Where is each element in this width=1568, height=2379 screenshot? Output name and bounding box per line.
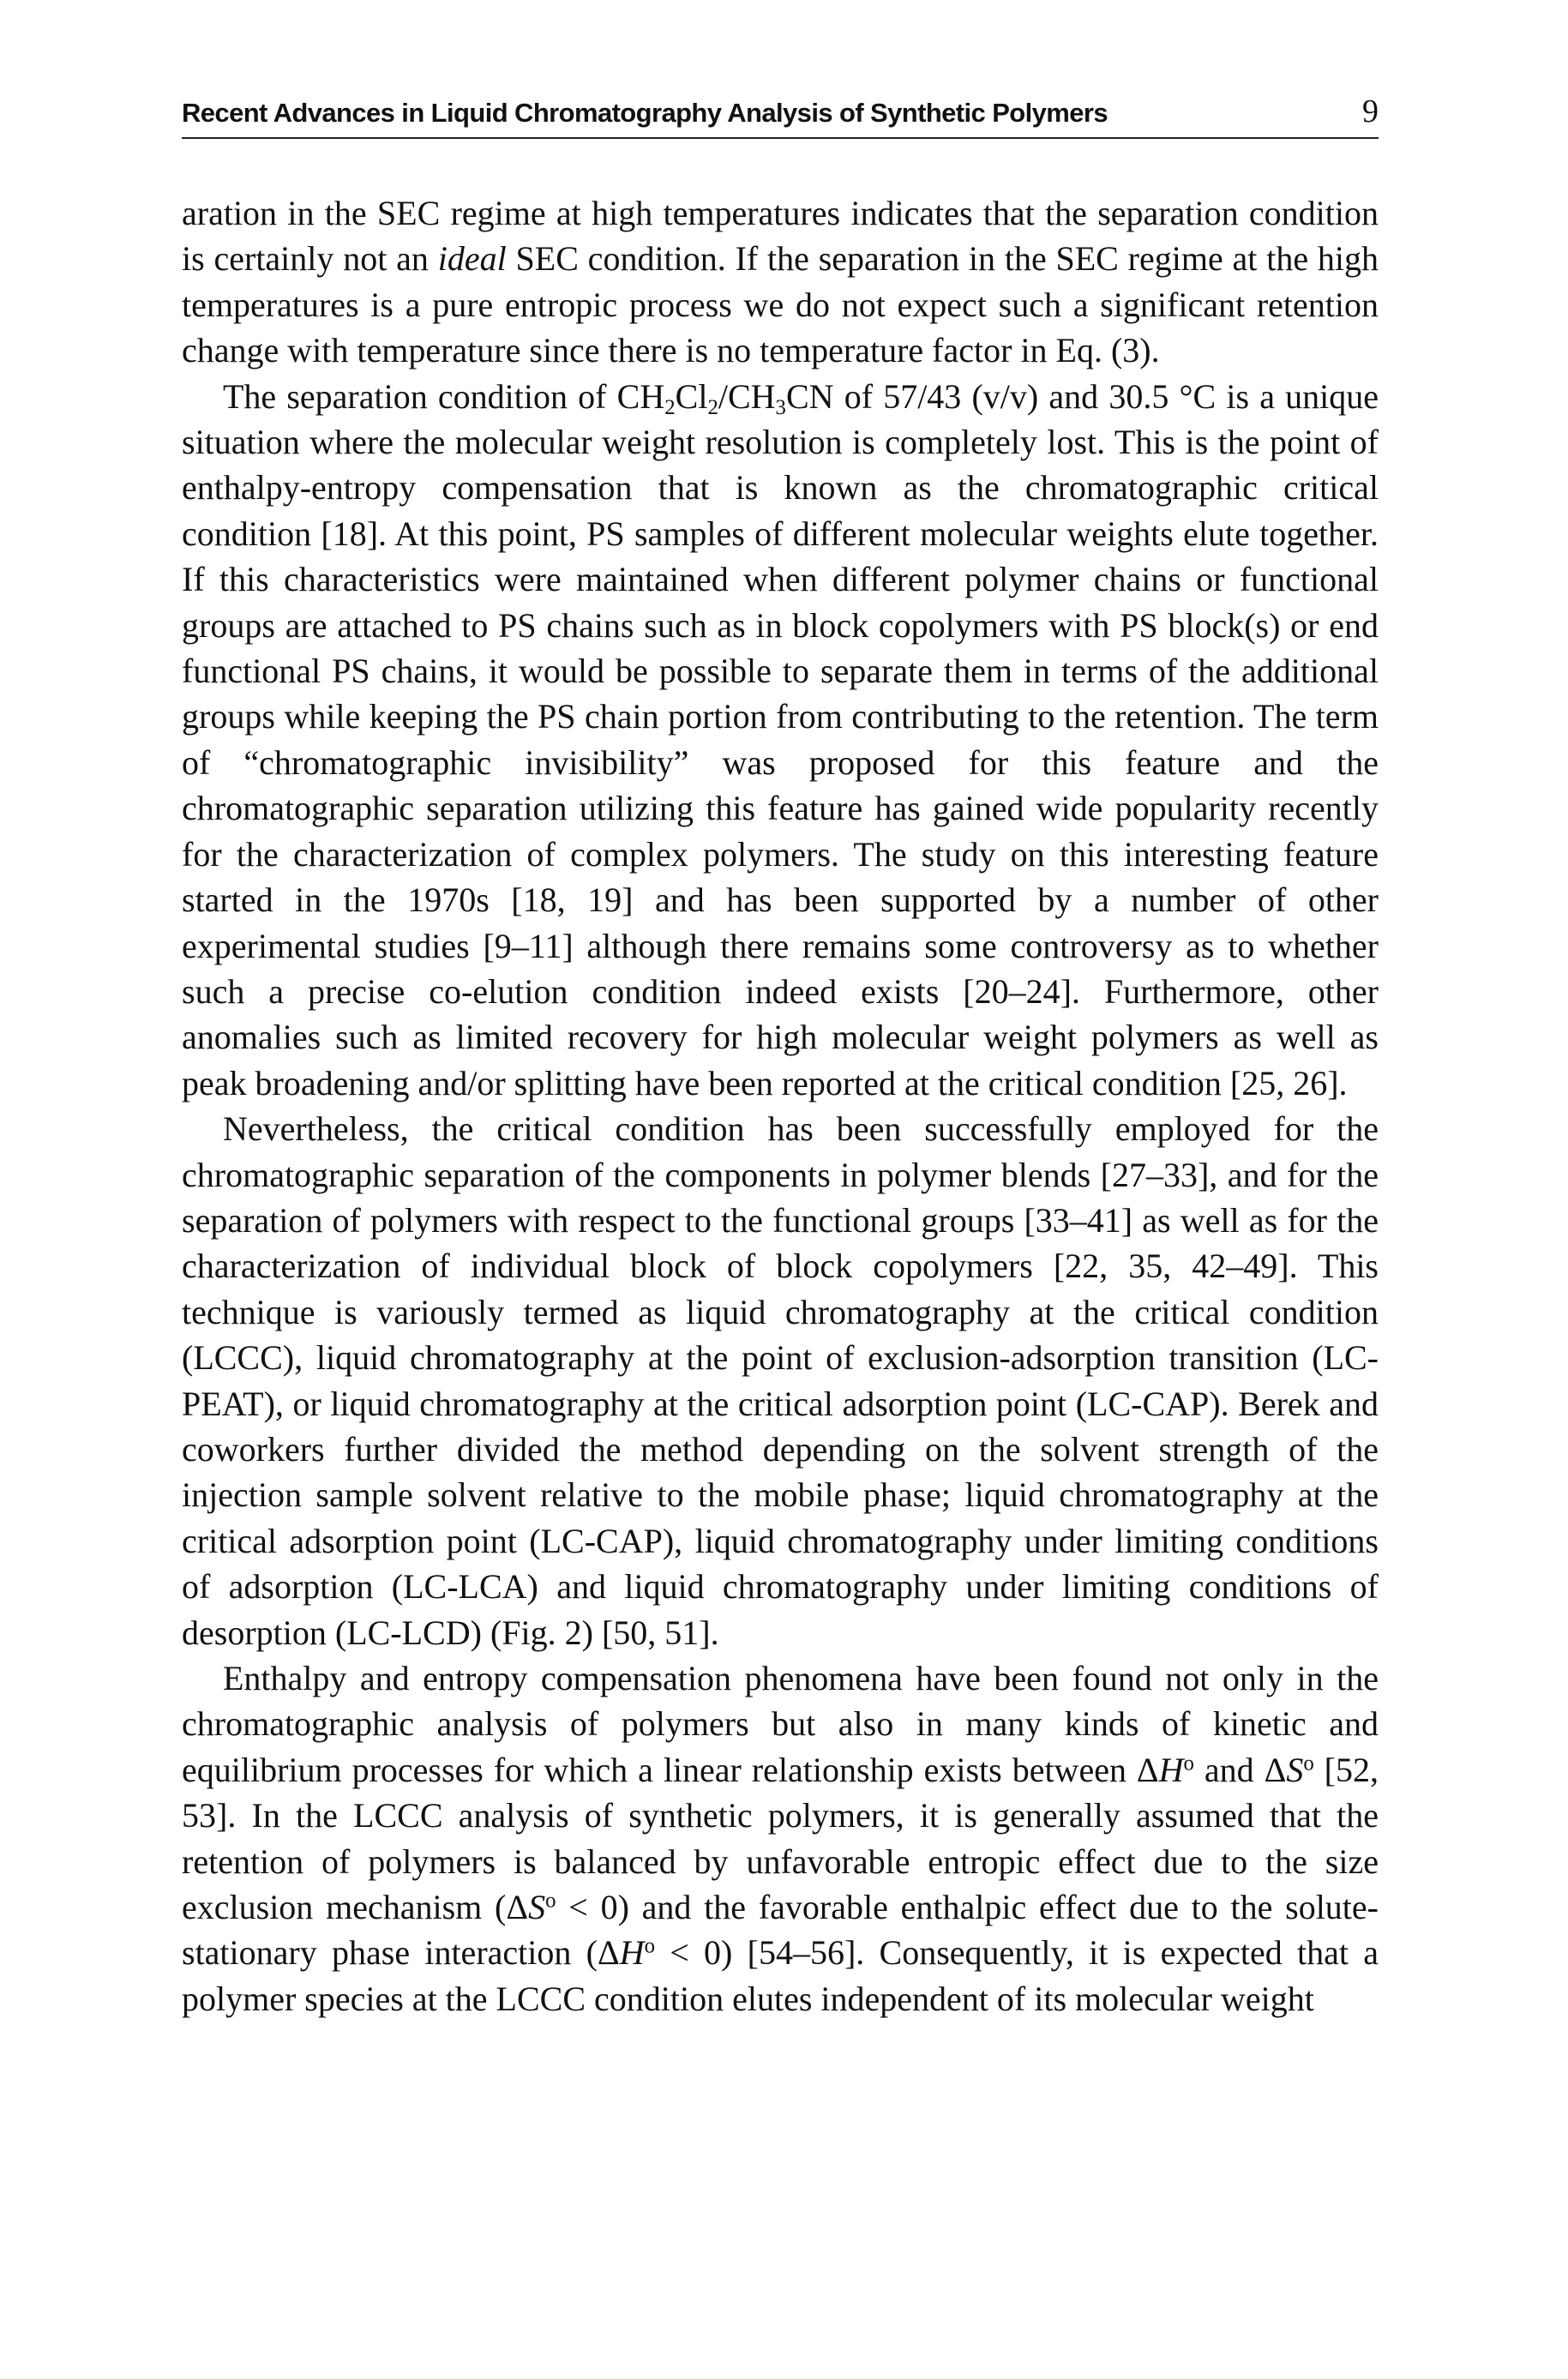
paragraph-1 bbox=[182, 190, 1379, 374]
paragraph-3 bbox=[182, 1106, 1379, 1655]
paragraph-4-text: [52, 53]. In the LCCC analysis of synthetic polymers, it is generally assumed that the retention of polymers is balanced by unfavorable entropic effect due to the size exclusion mechanism (Δ bbox=[182, 1750, 1379, 1927]
paragraph-2-text: The separation condition of CH bbox=[223, 376, 665, 416]
paragraph-2-text: CN of 57/43 (v/v) and 30.5 °C is a unique situation where the molecular weight resolution is completely lost. This is the point of enthalpy-entropy compensation that is known as the chromatographic critical condition [18]. At this point, PS samples of different molecular weights elute together. If this characteristics were maintained when different polymer chains or functional groups are attached to PS chains such as in block copolymers with PS block(s) or end functional PS chains, it would be possible to separate them in terms of the additional groups while keeping the PS chain portion from contributing to the retention. The term of “chromatographic invisibility” was proposed for this feature and the chromatographic separation utilizing this feature has gained wide popularity recently for the characterization of complex polymers. The study on this interesting feature started in the 1970s [18, 19] and has been supported by a number of other experimental studies [9–11] although there remains some controversy as to whether such a precise co-elution condition indeed exists [20–24]. Furthermore, other anomalies such as limited recovery for high molecular weight polymers as well as peak broadening and/or splitting have been reported at the critical condition [25, 26]. bbox=[182, 376, 1379, 1102]
subscript: 3 bbox=[775, 395, 786, 419]
running-title: Recent Advances in Liquid Chromatography Analysis of Synthetic Polymers bbox=[182, 98, 1108, 128]
ideal-emphasis: ideal bbox=[437, 239, 507, 279]
paragraph-2-text: Cl bbox=[675, 376, 708, 416]
variable-h: H bbox=[1158, 1750, 1184, 1789]
superscript: o bbox=[1183, 1751, 1194, 1775]
paragraph-1-text-cont: SEC condition. If the separation in the SEC regime at the high temperatures is a pure entropic process we do not expect such a significant retention change with temperature since there is no temperature factor in Eq. (3). bbox=[182, 239, 1379, 370]
paragraph-4-text: < 0) [54–56]. Consequently, it is expected that a polymer species at the LCCC condition elutes independent of its molecular weight bbox=[182, 1933, 1379, 2018]
variable-s: S bbox=[528, 1888, 546, 1927]
variable-h: H bbox=[619, 1933, 645, 1973]
paragraph-4 bbox=[182, 1655, 1379, 2022]
running-header bbox=[182, 93, 1379, 139]
page-number: 9 bbox=[1362, 93, 1379, 129]
subscript: 2 bbox=[707, 395, 718, 419]
superscript: o bbox=[644, 1934, 655, 1958]
superscript: o bbox=[1303, 1751, 1314, 1775]
paragraph-2-text: /CH bbox=[718, 376, 776, 416]
paragraph-2 bbox=[182, 374, 1379, 1107]
paragraph-4-text: < 0) and the favorable enthalpic effect due to the solute-stationary phase interaction (Δ bbox=[182, 1888, 1379, 1973]
variable-s: S bbox=[1286, 1750, 1304, 1789]
superscript: o bbox=[545, 1889, 556, 1913]
paragraph-3-text: Nevertheless, the critical condition has been successfully employed for the chromatographic separation of the components in polymer blends [27–33], and for the separation of polymers with respect to the functional groups [33–41] as well as for the characterization of individual block of block copolymers [22, 35, 42–49]. This technique is variously termed as liquid chromatography at the critical condition (LCCC), liquid chromatography at the point of exclusion-adsorption transition (LC-PEAT), or liquid chromatography at the critical adsorption point (LC-CAP). Berek and coworkers further divided the method depending on the solvent strength of the injection sample solvent relative to the mobile phase; liquid chromatography at the critical adsorption point (LC-CAP), liquid chromatography under limiting conditions of adsorption (LC-LCA) and liquid chromatography under limiting conditions of desorption (LC-LCD) (Fig. 2) [50, 51]. bbox=[182, 1109, 1379, 1652]
paragraph-4-text: Enthalpy and entropy compensation phenomena have been found not only in the chromatographic analysis of polymers but also in many kinds of kinetic and equilibrium processes for which a linear relationship exists between Δ bbox=[182, 1659, 1379, 1789]
body-text bbox=[182, 190, 1379, 2022]
subscript: 2 bbox=[664, 395, 676, 419]
paragraph-1-text: aration in the SEC regime at high temperatures indicates that the separation condition is certainly not an bbox=[182, 194, 1379, 279]
paragraph-4-text: and Δ bbox=[1193, 1750, 1287, 1789]
